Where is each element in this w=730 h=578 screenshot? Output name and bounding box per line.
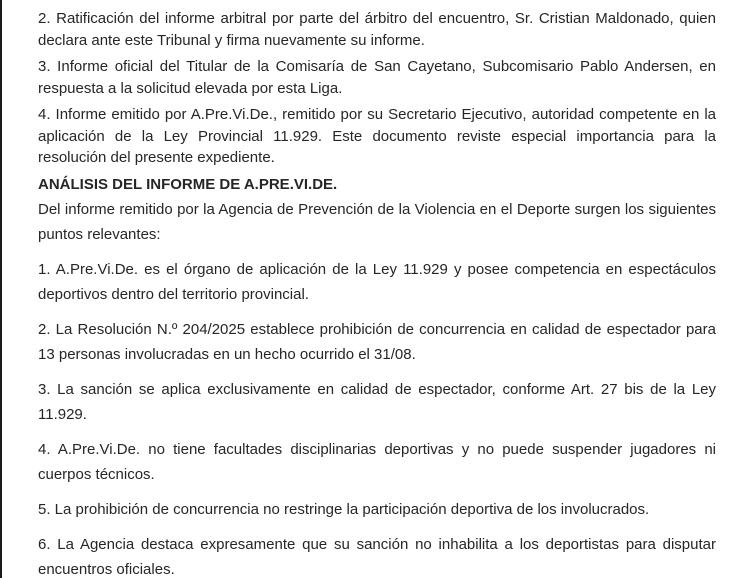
analysis-point-5: 5. La prohibición de concurrencia no restringe la participación deportiva de los involucrados. [38, 501, 650, 518]
analysis-point-1: 1. A.Pre.Vi.De. es el órgano de aplicación de la Ley 11.929 y posee competencia en espectáculos deportivos dentro del territorio provincial. [38, 261, 716, 303]
page-left-border [0, 0, 2, 578]
analysis-point-4: 4. A.Pre.Vi.De. no tiene facultades disciplinarias deportivas y no puede suspender jugadores ni cuerpos técnicos. [38, 441, 716, 483]
analysis-point-6: 6. La Agencia destaca expresamente que su sanción no inhabilita a los deportistas para disputar encuentros oficiales. [38, 536, 716, 578]
analysis-point-2: 2. La Resolución N.º 204/2025 establece prohibición de concurrencia en calidad de espectador para 13 personas involucradas en un hecho ocurrido el 31/08. [38, 321, 716, 363]
section-heading: ANÁLISIS DEL INFORME DE A.PRE.VI.DE. [38, 175, 338, 193]
document-body [38, 0, 716, 578]
evidence-item-2: 2. Ratificación del informe arbitral por parte del árbitro del encuentro, Sr. Cristian Maldonado, quien declara ante este Tribunal y firma nuevamente su informe. [38, 10, 716, 49]
analysis-point-3: 3. La sanción se aplica exclusivamente en calidad de espectador, conforme Art. 27 bis de la Ley 11.929. [38, 381, 716, 423]
evidence-item-3: 3. Informe oficial del Titular de la Comisaría de San Cayetano, Subcomisario Pablo Andersen, en respuesta a la solicitud elevada por esta Liga. [38, 58, 716, 97]
evidence-item-4: 4. Informe emitido por A.Pre.Vi.De., remitido por su Secretario Ejecutivo, autoridad competente en la aplicación de la Ley Provincial 11.929. Este documento reviste especial importancia para la resolución del presente expediente. [38, 106, 716, 166]
analysis-intro: Del informe remitido por la Agencia de Prevención de la Violencia en el Deporte surgen los siguientes puntos relevantes: [38, 201, 716, 243]
